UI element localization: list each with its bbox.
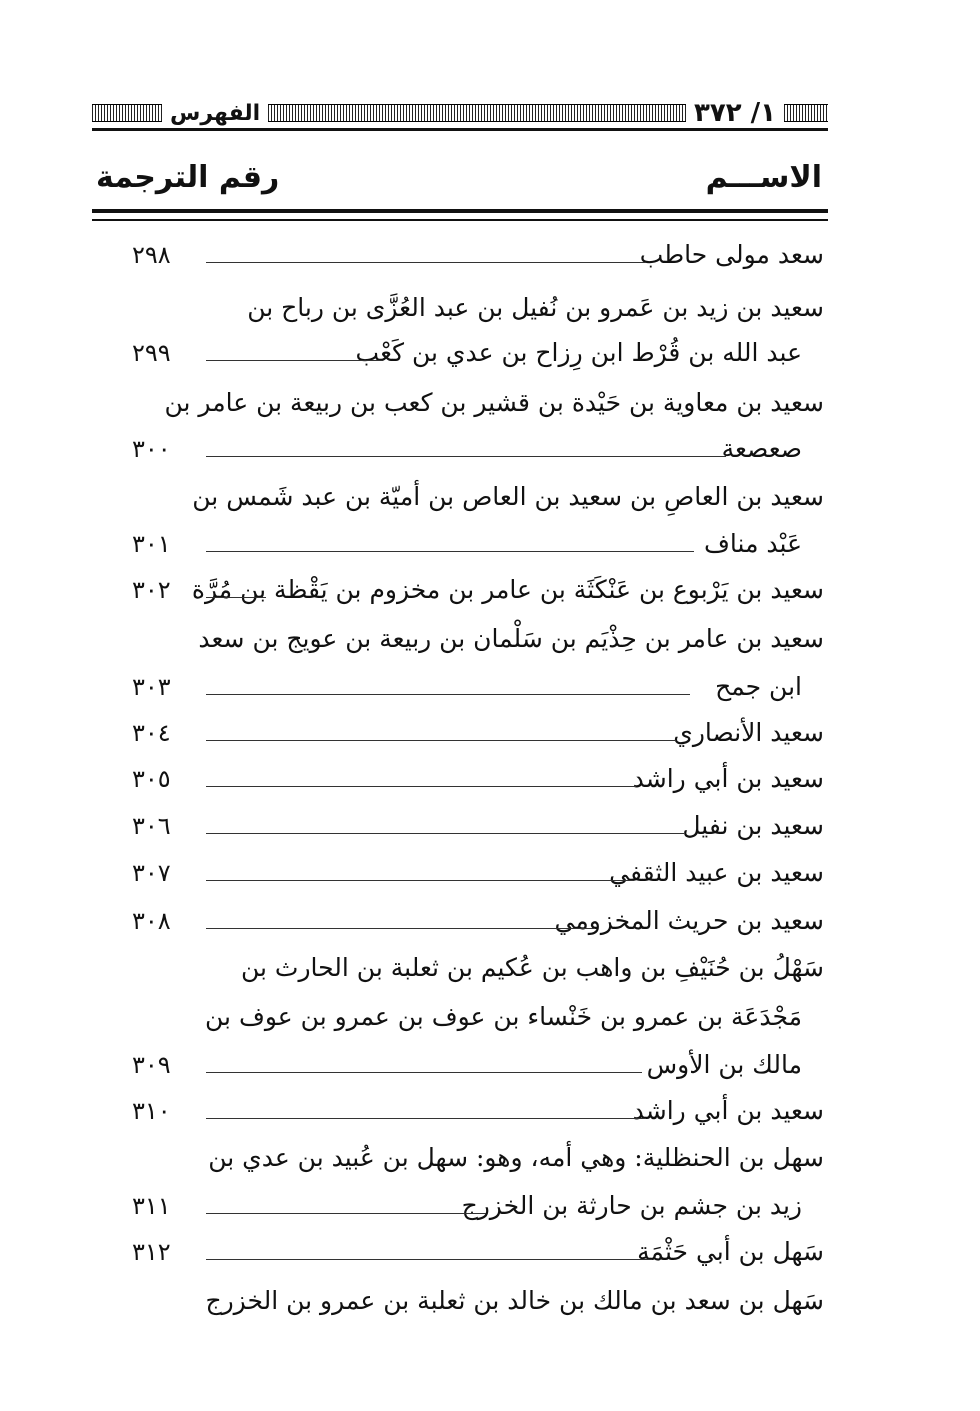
entry-number: ٣٠٢ — [132, 576, 171, 604]
entry-number: ٣٠٣ — [132, 673, 171, 701]
index-line — [0, 567, 980, 613]
entry-number: ٣٠٧ — [132, 859, 171, 887]
entry-number: ٣٠٦ — [132, 812, 171, 840]
entry-text: عَبْد مناف — [704, 529, 802, 558]
entry-text: ابن جمح — [715, 672, 802, 701]
entry-text: سعيد بن نفيل — [682, 811, 824, 840]
column-head-number: رقم الترجمة — [96, 160, 280, 195]
entry-text: مالك بن الأوس — [646, 1050, 802, 1079]
entry-number: ٣١١ — [132, 1192, 171, 1220]
entry-number: ٣٠٨ — [132, 907, 171, 935]
entry-text: سعيد بن زيد بن عَمرو بن نُفيل بن عبد العُزَّى بن رباح بن — [247, 293, 824, 322]
index-line — [0, 850, 980, 896]
dot-leader — [206, 833, 684, 834]
entry-text: زيد بن جشم بن حارثة بن الخزرج — [461, 1191, 802, 1220]
dot-leader — [206, 360, 382, 361]
entry-text: سهل بن الحنظلية: وهي أمه، وهو: سهل بن عُبيد بن عدي بن — [208, 1143, 824, 1172]
dot-leader — [206, 1118, 646, 1119]
dot-leader — [206, 262, 646, 263]
entry-text: سَهل بن أبي حَثْمَة — [637, 1237, 824, 1266]
index-line — [0, 285, 980, 331]
entry-number: ٣٠٤ — [132, 719, 171, 747]
dot-leader — [206, 786, 636, 787]
dot-leader — [206, 928, 594, 929]
index-line — [0, 710, 980, 756]
dot-leader — [206, 1259, 652, 1260]
column-head-name: الاســـم — [705, 160, 822, 195]
entry-number: ٣٠٩ — [132, 1051, 171, 1079]
dot-leader — [206, 740, 676, 741]
entry-text: سَهْلُ بن حُنَيْفِ بن واهب بن عُكيم بن ثعلبة بن الحارث بن — [241, 953, 824, 982]
entry-text: سعد مولى حاطب — [639, 240, 824, 269]
entry-text: سعيد بن أبي راشد — [632, 1096, 824, 1125]
index-line — [0, 1278, 980, 1324]
dot-leader — [206, 456, 726, 457]
index-line — [0, 232, 980, 278]
index-line — [0, 474, 980, 520]
dot-leader — [206, 551, 694, 552]
index-line — [0, 1135, 980, 1181]
dot-leader — [206, 880, 634, 881]
index-line — [0, 664, 980, 710]
entry-text: مَجْدَعَة بن عمرو بن خَنْساء بن عوف بن عمرو بن عوف بن — [205, 1002, 802, 1031]
index-line — [0, 380, 980, 426]
entry-text: سعيد بن يَرْبوع بن عَنْكَثَة بن عامر بن مخزوم بن يَقْظة بن مُرَّة — [191, 575, 824, 604]
entry-text: سعيد بن أبي راشد — [632, 764, 824, 793]
entry-number: ٢٩٩ — [132, 339, 171, 367]
index-line — [0, 616, 980, 662]
index-line — [0, 1229, 980, 1275]
entry-text: سعيد بن معاوية بن حَيْدة بن قشير بن كعب بن ربيعة بن عامر بن — [164, 388, 824, 417]
entry-text: عبد الله بن قُرْط ابن رِزاح بن عدي بن كَعْب — [355, 338, 802, 367]
entry-number: ٢٩٨ — [132, 241, 171, 269]
page-number: ١/ ٣٧٢ — [693, 98, 776, 128]
index-line — [0, 898, 980, 944]
entry-text: سَهل بن سعد بن مالك بن خالد بن ثعلبة بن عمرو بن الخزرج — [205, 1286, 824, 1315]
index-line — [0, 521, 980, 567]
entry-text: سعيد بن العاصِ بن سعيد بن العاص بن أميّة بن عبد شَمس بن — [192, 482, 824, 511]
entry-text: سعيد بن عبيد الثقفي — [609, 858, 824, 887]
index-line — [0, 1088, 980, 1134]
index-line — [0, 1183, 980, 1229]
index-line — [0, 803, 980, 849]
index-line — [0, 330, 980, 376]
entry-number: ٣٠١ — [132, 530, 171, 558]
dot-leader — [206, 694, 690, 695]
dot-leader — [206, 1072, 642, 1073]
entry-text: سعيد الأنصاري — [673, 718, 824, 747]
dot-leader — [206, 597, 266, 598]
entry-number: ٣١٢ — [132, 1238, 171, 1266]
dot-leader — [206, 1213, 486, 1214]
index-line — [0, 756, 980, 802]
entry-number: ٣٠٥ — [132, 765, 171, 793]
entry-text: سعيد بن حريث المخزومي — [554, 906, 824, 935]
index-line — [0, 994, 980, 1040]
index-line — [0, 426, 980, 472]
entry-text: صعصعة — [721, 434, 802, 463]
entry-number: ٣١٠ — [132, 1097, 171, 1125]
index-line — [0, 1042, 980, 1088]
index-line — [0, 945, 980, 991]
entry-text: سعيد بن عامر بن حِذْيَم بن سَلْمان بن ربيعة بن عويج بن سعد — [198, 624, 824, 653]
entry-number: ٣٠٠ — [132, 435, 171, 463]
section-title: الفهرس — [170, 100, 261, 126]
